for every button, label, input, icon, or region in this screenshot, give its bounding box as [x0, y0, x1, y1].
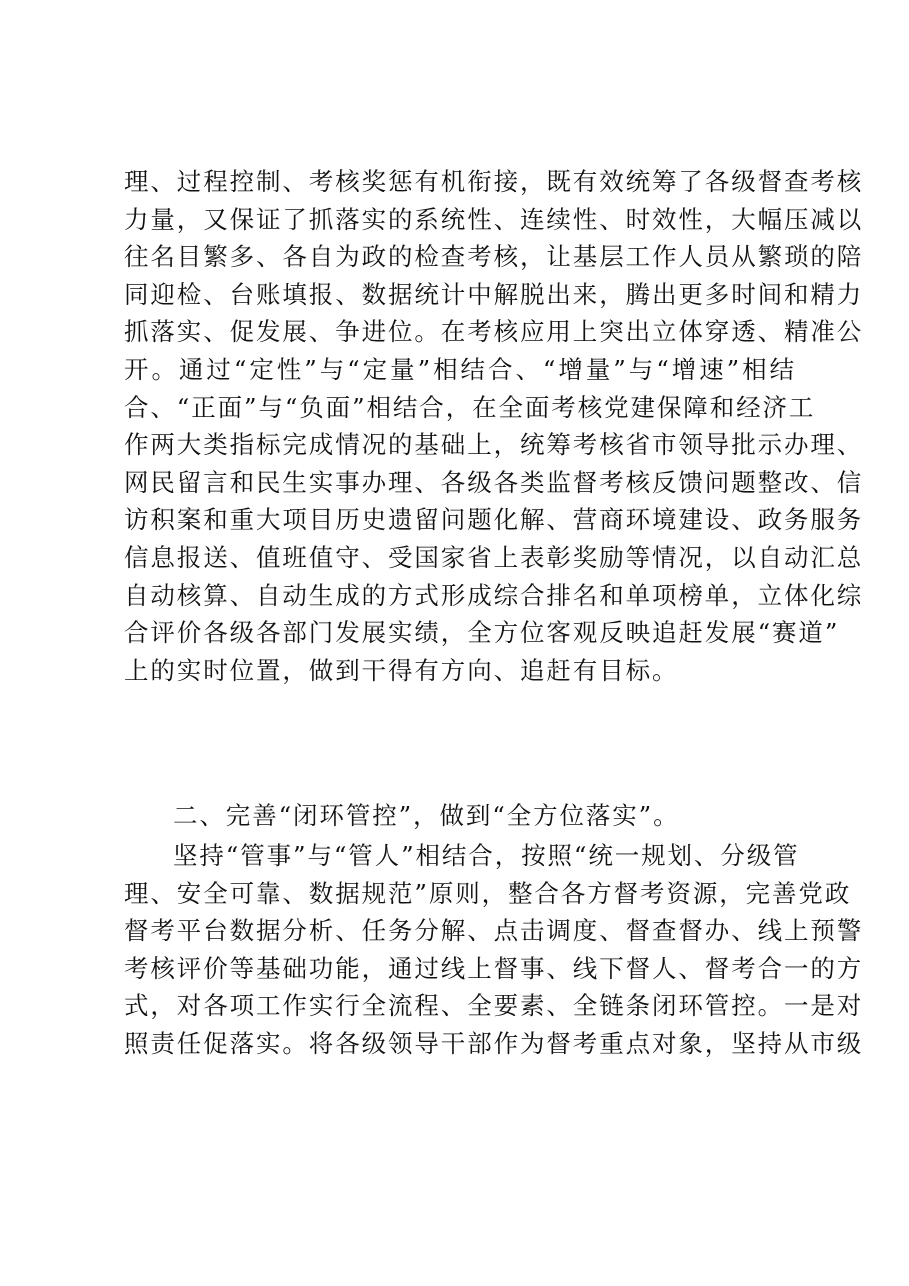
text-line: 理、过程控制、考核奖惩有机衔接，既有效统筹了各级督查考核	[124, 167, 864, 196]
text-line: 合评价各级各部门发展实绩，全方位客观反映追赶发展“赛道”	[124, 618, 840, 648]
text-line: 照责任促落实。将各级领导干部作为督考重点对象，坚持从市级	[124, 1028, 864, 1058]
section-heading	[124, 797, 796, 835]
text-line: 抓落实、促发展、争进位。在考核应用上突出立体穿透、精准公	[124, 317, 864, 347]
text-line: 合、“正面”与“负面”相结合，在全面考核党建保障和经济工	[124, 392, 816, 422]
text-line: 理、安全可靠、数据规范”原则，整合各方督考资源，完善党政	[124, 878, 852, 908]
text-line: 访积案和重大项目历史遗留问题化解、营商环境建设、政务服务	[124, 505, 864, 535]
text-line: 作两大类指标完成情况的基础上，统筹考核省市领导批示办理、	[124, 430, 864, 460]
text-line: 坚持“管事”与“管人”相结合，按照“统一规划、分级管	[173, 841, 800, 870]
text-line: 考核评价等基础功能，通过线上督事、线下督人、督考合一的方	[124, 953, 864, 983]
text-line: 信息报送、值班值守、受国家省上表彰奖励等情况，以自动汇总	[124, 542, 864, 572]
heading-text: 二、完善“闭环管控”，做到“全方位落实”。	[173, 801, 680, 830]
text-line: 网民留言和民生实事办理、各级各类监督考核反馈问题整改、信	[124, 467, 864, 497]
text-line: 自动核算、自动生成的方式形成综合排名和单项榜单，立体化综	[124, 580, 864, 610]
paragraph-1	[124, 163, 864, 689]
paragraph-2	[124, 837, 864, 1063]
text-line: 开。通过“定性”与“定量”相结合、“增量”与“增速”相结	[124, 354, 796, 384]
text-line: 式，对各项工作实行全流程、全要素、全链条闭环管控。一是对	[124, 991, 864, 1021]
text-line: 督考平台数据分析、任务分解、点击调度、督查督办、线上预警	[124, 916, 864, 946]
text-line: 同迎检、台账填报、数据统计中解脱出来，腾出更多时间和精力	[124, 279, 864, 309]
text-line: 力量，又保证了抓落实的系统性、连续性、时效性，大幅压减以	[124, 204, 864, 234]
text-line: 往名目繁多、各自为政的检查考核，让基层工作人员从繁琐的陪	[124, 242, 864, 272]
text-line: 上的实时位置，做到干得有方向、追赶有目标。	[124, 655, 679, 685]
